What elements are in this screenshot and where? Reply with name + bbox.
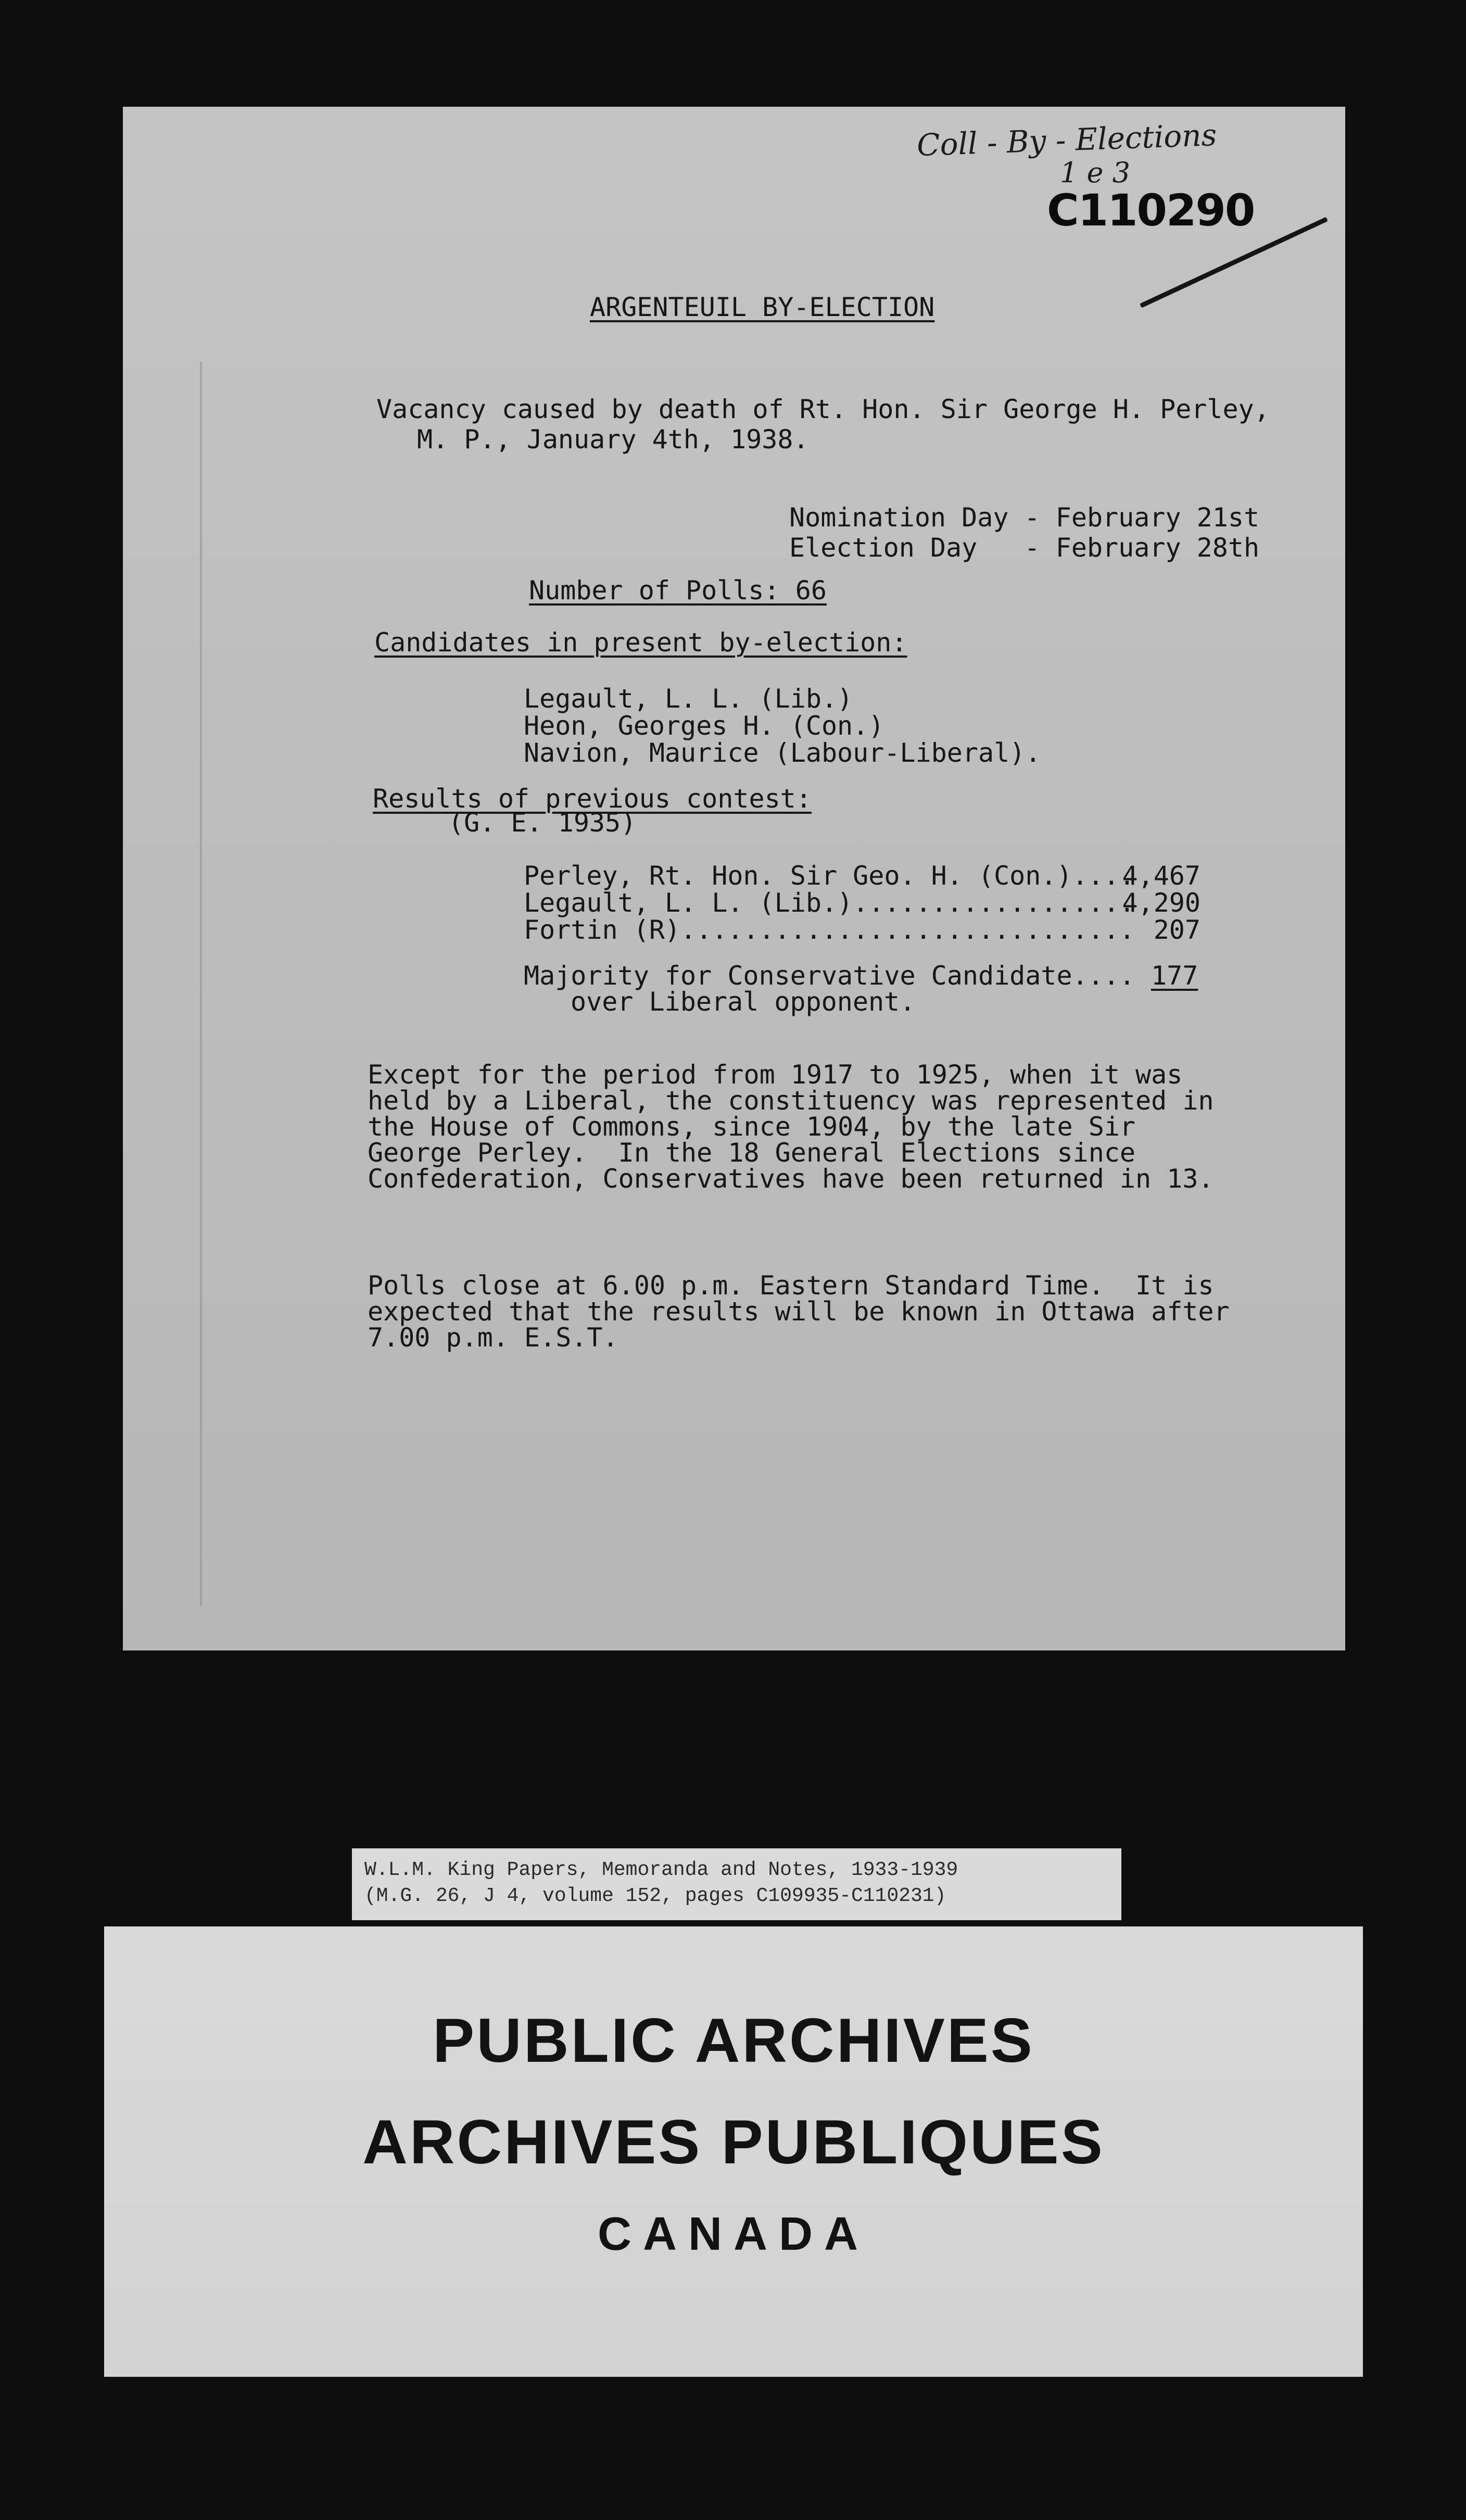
result-votes: 4,290 (1122, 888, 1200, 918)
history-line: George Perley. In the 18 General Elections since (368, 1138, 1136, 1168)
majority-value: 177 (1151, 961, 1198, 991)
majority-note: over Liberal opponent. (571, 987, 916, 1017)
result-votes: 4,467 (1122, 861, 1200, 891)
closing-line: 7.00 p.m. E.S.T. (368, 1322, 618, 1353)
document-page (123, 107, 1345, 1650)
closing-line: Polls close at 6.00 p.m. Eastern Standard Time. It is (368, 1270, 1214, 1301)
history-line: Confederation, Conservatives have been returned in 13. (368, 1164, 1214, 1194)
vacancy-line-2: M. P., January 4th, 1938. (417, 424, 809, 455)
archives-banner-line-1: PUBLIC ARCHIVES (433, 2006, 1034, 2075)
source-citation-line-1: W.L.M. King Papers, Memoranda and Notes, 1933-1939 (364, 1859, 958, 1881)
candidate-item: Navion, Maurice (Labour-Liberal). (524, 738, 1041, 768)
result-name: Legault, L. L. (Lib.).................. (524, 888, 1135, 918)
majority-label: Majority for Conservative Candidate.... (524, 961, 1135, 991)
previous-results-subheading: (G. E. 1935) (448, 808, 637, 838)
result-name: Fortin (R)............................. (524, 915, 1135, 945)
handwritten-corrections: 1 e 3 (1060, 156, 1130, 189)
election-day: Election Day - February 28th (789, 533, 1260, 563)
source-citation-label (352, 1848, 1121, 1920)
vacancy-line-1: Vacancy caused by death of Rt. Hon. Sir George H. Perley, (376, 394, 1270, 424)
candidates-heading: Candidates in present by-election: (374, 627, 907, 658)
result-name: Perley, Rt. Hon. Sir Geo. H. (Con.).... (524, 861, 1135, 891)
closing-line: expected that the results will be known in Ottawa after (368, 1296, 1230, 1327)
candidate-item: Legault, L. L. (Lib.) (524, 684, 853, 714)
archives-banner (104, 1926, 1363, 2377)
candidate-item: Heon, Georges H. (Con.) (524, 711, 884, 741)
history-line: held by a Liberal, the constituency was represented in (368, 1086, 1214, 1116)
margin-mark (200, 362, 202, 1606)
number-of-polls: Number of Polls: 66 (529, 575, 827, 606)
source-citation-line-2: (M.G. 26, J 4, volume 152, pages C109935-C110231) (364, 1885, 946, 1907)
previous-results-heading: Results of previous contest: (373, 784, 812, 814)
history-line: the House of Commons, since 1904, by the late Sir (368, 1112, 1136, 1142)
archives-banner-line-3: CANADA (598, 2208, 869, 2260)
nomination-day: Nomination Day - February 21st (789, 502, 1260, 533)
document-title: ARGENTEUIL BY-ELECTION (590, 292, 935, 322)
archives-banner-line-2: ARCHIVES PUBLIQUES (362, 2107, 1105, 2177)
history-line: Except for the period from 1917 to 1925, when it was (368, 1060, 1183, 1090)
result-votes: 207 (1153, 915, 1200, 945)
handwritten-annotation: Coll - By - Elections (916, 117, 1218, 163)
reference-number: C110290 (1047, 185, 1255, 236)
